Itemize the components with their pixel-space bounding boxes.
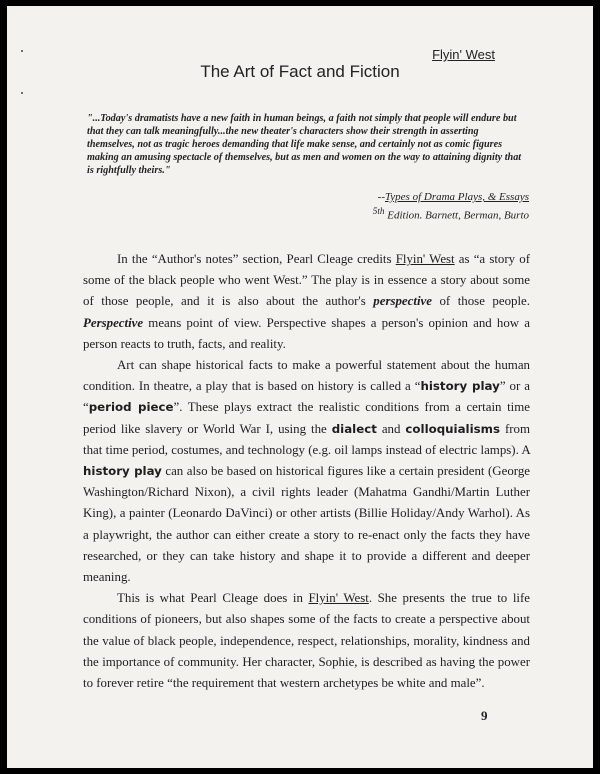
cite-edition: Edition. Barnett, Berman, Burto bbox=[384, 209, 529, 222]
text-run: ” or a “ bbox=[83, 379, 530, 415]
key-term: history play bbox=[420, 379, 500, 394]
paragraph-3 bbox=[83, 588, 530, 694]
key-term: history play bbox=[83, 464, 162, 479]
hole-mark bbox=[21, 92, 23, 94]
hole-mark bbox=[21, 50, 23, 52]
document-page bbox=[7, 6, 593, 768]
play-title: Flyin' West bbox=[395, 252, 455, 266]
epigraph-citation bbox=[373, 190, 529, 223]
page-number: 9 bbox=[481, 708, 488, 723]
key-term: period piece bbox=[88, 400, 174, 415]
text-run: as “a story of some of the black people who went West.” The play is in essence a story about some of those people, and it is also about the author's bbox=[83, 252, 531, 309]
key-term: dialect bbox=[331, 421, 377, 436]
text-run: This is what Pearl Cleage does in bbox=[117, 591, 309, 606]
running-header-play-title: Flyin' West bbox=[432, 47, 495, 62]
cite-edition-sup: 5th bbox=[372, 206, 385, 216]
text-run: and bbox=[376, 421, 406, 436]
paragraph-2 bbox=[83, 355, 530, 588]
page-title: The Art of Fact and Fiction bbox=[200, 62, 400, 81]
play-title: Flyin' West bbox=[308, 591, 369, 606]
text-run: means point of view. Perspective shapes a person's opinion and how a person reacts to truth, facts, and reality. bbox=[83, 315, 530, 351]
text-run: from that time period, costumes, and technology (e.g. oil lamps instead of electric lamps). A bbox=[83, 421, 531, 457]
cite-source: Types of Drama Plays, & Essays bbox=[384, 191, 529, 203]
key-term: colloquialisms bbox=[405, 421, 500, 436]
text-run: . She presents the true to life conditions of pioneers, but also shapes some of the facts to create a perspective about the value of black people, independence, respect, relationships, morality, kindness and the importance of community. Her character, Sophie, is described as having the power to forever retire “the requirement that western archetypes be white and male”. bbox=[83, 591, 530, 691]
text-run: ”. These plays extract the realistic conditions from a certain time period like slavery or World War I, using the bbox=[83, 400, 530, 436]
key-term: perspective bbox=[373, 294, 432, 309]
text-run: can also be based on historical figures like a certain president (George Washington/Richard Nixon), a civil rights leader (Mahatma Gandhi/Martin Luther King), a painter (Leonardo DaVinci) or other artists (Billie Holiday/Andy Warhol). As a playwright, the author can either create a story to re-enact only the facts they have researched, or they can take history and shape it to provide a different and deeper meaning. bbox=[83, 464, 530, 585]
cite-prefix: -- bbox=[377, 191, 385, 203]
text-run: of those people. bbox=[431, 294, 530, 309]
text-run: In the “Author's notes” section, Pearl Cleage credits bbox=[117, 252, 396, 266]
body-text bbox=[83, 249, 530, 694]
epigraph-quote: "...Today's dramatists have a new faith in human beings, a faith not simply that people will endure but that they can talk meaningfully...the new theater's characters show their strength in asserting themselves, not as tragic heroes demanding that life make sense, and certainly not as comic figures making an amusing spectacle of themselves, but as men and women on the way to attaining dignity that is rightfully theirs." bbox=[87, 113, 522, 176]
paragraph-1 bbox=[83, 249, 530, 355]
text-run: Art can shape historical facts to make a powerful statement about the human condition. In theatre, a play that is based on history is called a “ bbox=[83, 358, 530, 394]
key-term: Perspective bbox=[83, 315, 144, 330]
